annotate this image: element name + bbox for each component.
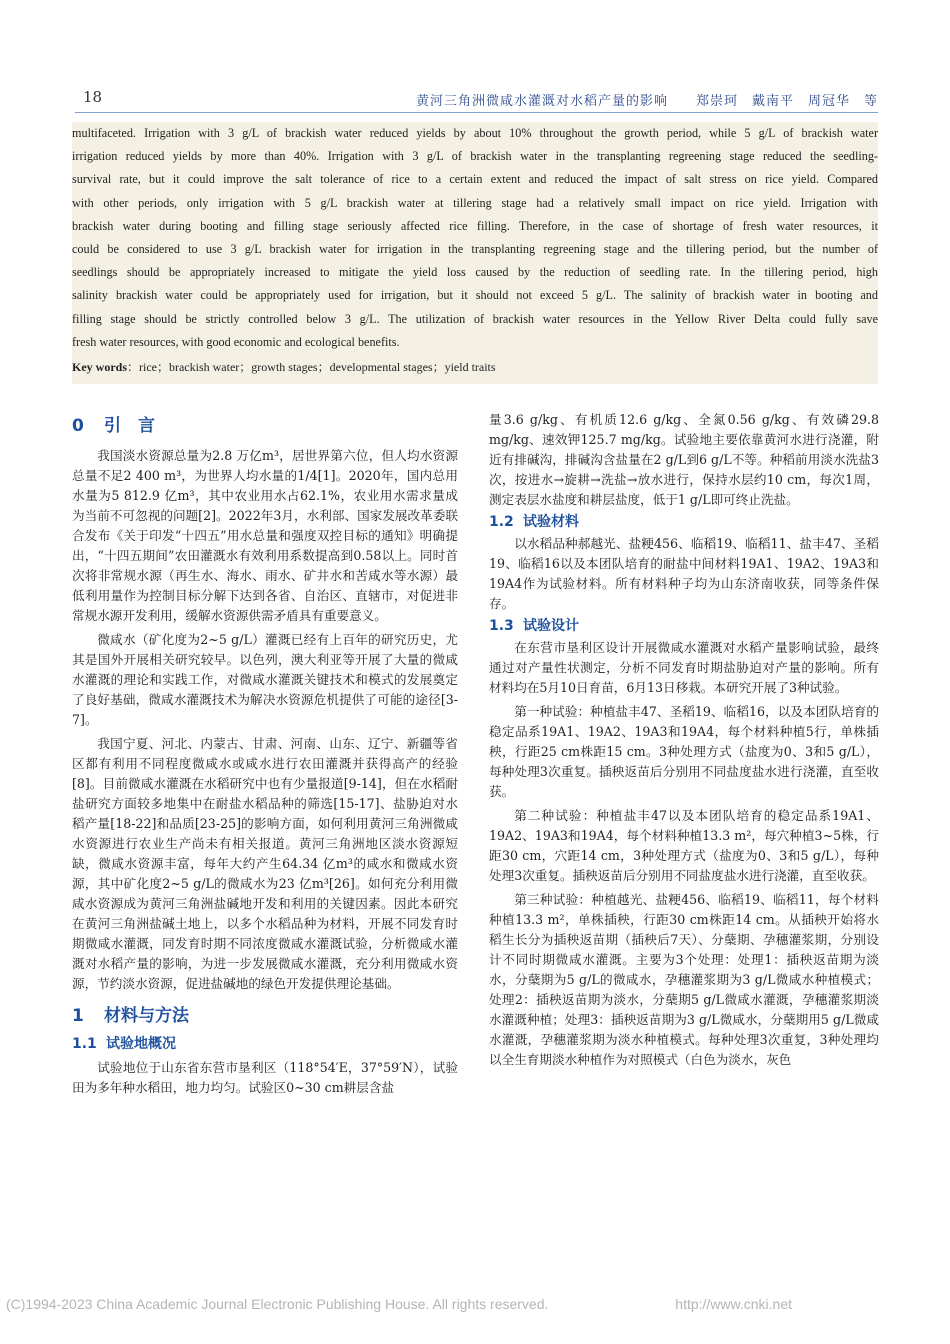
copyright-notice: (C)1994-2023 China Academic Journal Electronic Publishing House. All rights reserved.	[6, 1296, 549, 1312]
abstract-line: could be considered to use 3 g/L brackish water for irrigation in the transplanting regreening stage and the tillering period, but the number of	[72, 242, 878, 256]
header-rule	[75, 112, 878, 113]
abstract-line: with other periods, only irrigation with 5 g/L brackish water at tillering stage had a relatively small impact on rice yield. Irrigation with	[72, 196, 878, 210]
subsection-number: 1.1	[72, 1036, 97, 1052]
paragraph: 第一种试验：种植盐丰47、圣稻19、临稻16，以及本团队培育的稳定品系19A1、19A2、19A3和19A4，每个材料种植5行，单株插秧，行距25 cm株距15 cm。3种处理方式（盐度为0、3和5 g/L），每种处理3次重复。插秧返苗后分别用不同盐度盐水进行浇灌，直至收获。	[489, 704, 879, 799]
page-number: 18	[83, 88, 103, 106]
paragraph: 第二种试验：种植盐丰47以及本团队培育的稳定品系19A1、19A2、19A3和19A4，每个材料种植13.3 m²，每穴种植3~5株，行距30 cm，穴距14 cm，3种处理方式（盐度为0、3和5 g/L），每种处理3次重复。插秧返苗后分别用不同盐度盐水进行浇灌，直至收获。	[489, 808, 879, 883]
abstract-line: filling stage should be strictly controlled below 3 g/L. The utilization of brackish water resources in the Yellow River Delta could fully save	[72, 312, 878, 326]
abstract-line: irrigation reduced yields by more than 40%. Irrigation with 3 g/L of brackish water in the transplanting regreening stage reduced the seedling-	[72, 149, 878, 163]
section-title: 材料与方法	[104, 1006, 189, 1026]
abstract-box	[72, 122, 878, 384]
section-heading	[72, 1006, 458, 1026]
paragraph: 以水稻品种郝越光、盐粳456、临稻19、临稻11、盐丰47、圣稻19、临稻16以及本团队培育的耐盐中间材料19A1、19A2、19A3和19A4作为试验材料。所有材料种子均为山东济南收获，同等条件保存。	[489, 536, 879, 611]
paragraph: 我国宁夏、河北、内蒙古、甘肃、河南、山东、辽宁、新疆等省区都有利用不同程度微咸水或咸水进行农田灌溉并获得高产的经验[8]。目前微咸水灌溉在水稻研究中也有少量报道[9-14]，但在水稻耐盐研究方面较多地集中在耐盐水稻品种的筛选[15-17]、盐胁迫对水稻产量[18-22]和品质[23-25]的影响方面，如何利用黄河三角洲微咸水资源进行农业生产尚未有相关报道。黄河三角洲地区淡水资源短缺，微咸水资源丰富，每年大约产生64.34 亿m³的咸水和微咸水资源，其中矿化度2~5 g/L的微咸水为23 亿m³[26]。如何充分利用微咸水资源成为黄河三角洲盐碱地开发和利用的关键因素。因此本研究在黄河三角洲盐碱土地上，以多个水稻品种为材料，开展不同发育时期微咸水灌溉，同发育时期不同浓度微咸水灌溉试验，分析微咸水灌溉对水稻产量的影响，为进一步发展微咸水灌溉，充分利用微咸水资源，节约淡水资源，促进盐碱地的绿色开发提供理论基础。	[72, 736, 458, 991]
subsection-number: 1.3	[489, 618, 514, 634]
footer-url: http://www.cnki.net	[675, 1296, 792, 1312]
abstract-line: survival rate, but it could improve the salt tolerance of rice to a certain extent and reduced the impact of salt stress on rice yield. Compared	[72, 172, 878, 186]
paragraph: 试验地位于山东省东营市垦利区（118°54′E，37°59′N），试验田为多年种水稻田，地力均匀。试验区0~30 cm耕层含盐	[72, 1060, 458, 1095]
abstract-line: multifaceted. Irrigation with 3 g/L of brackish water reduced yields by about 10% throughout the growth period, while 5 g/L of brackish water	[72, 126, 878, 140]
paragraph: 第三种试验：种植越光、盐粳456、临稻19、临稻11，每个材料种植13.3 m²，单株插秧，行距30 cm株距14 cm。从插秧开始将水稻生长分为插秧返苗期（插秧后7天）、分蘖期、孕穗灌浆期，分别设计不同时期微咸水灌溉。主要为3个处理：处理1：插秧返苗期为淡水，分蘖期为5 g/L的微咸水，孕穗灌浆期为3 g/L微咸水种植模式；处理2：插秧返苗期为淡水，分蘖期5 g/L微咸水灌溉，孕穗灌浆期淡水灌溉种植；处理3：插秧返苗期为3 g/L微咸水，分蘖期用5 g/L微咸水灌溉，孕穗灌浆期为淡水种植模式。每种处理3次重复，3种处理均以全生育期淡水种植作为对照模式（白色为淡水，灰色	[489, 892, 879, 1067]
abstract-line: salinity brackish water could be appropriately used for irrigation, but it should not exceed 5 g/L. The salinity of brackish water in booting and	[72, 288, 878, 302]
page-header	[75, 88, 878, 110]
keywords-text: ：rice；brackish water；growth stages；developmental stages；yield traits	[127, 360, 496, 374]
paragraph-continued: 量3.6 g/kg、有机质12.6 g/kg、全氮0.56 g/kg、有效磷29.8 mg/kg、速效钾125.7 mg/kg。试验地主要依靠黄河水进行浇灌，附近有排碱沟，排碱沟含盐量在2 g/L到6 g/L不等。种稻前用淡水洗盐3次，按进水→旋耕→洗盐→放水进行，保持水层约10 cm，每次1周，测定表层水盐度和耕层盐度，低于1 g/L即可终止洗盐。	[489, 412, 879, 507]
section-number: 0	[72, 416, 84, 436]
page-footer	[0, 1296, 950, 1316]
keywords-line	[72, 358, 496, 375]
subsection-title: 试验设计	[523, 618, 579, 634]
subsection-title: 试验地概况	[106, 1036, 176, 1052]
subsection-number: 1.2	[489, 514, 514, 530]
section-heading	[72, 416, 458, 436]
running-title: 黄河三角洲微咸水灌溉对水稻产量的影响 郑崇珂 戴南平 周冠华 等	[415, 94, 878, 109]
abstract-line: brackish water during booting and filling stage seriously affected rice filling. Therefore, in the case of shortage of fresh water resources, it	[72, 219, 878, 233]
section-number: 1	[72, 1006, 84, 1026]
abstract-line: seedlings should be appropriately increased to mitigate the yield loss caused by the reduction of seedling rate. In the tillering period, high	[72, 265, 878, 279]
subsection-heading	[72, 1034, 458, 1054]
paragraph: 在东营市垦利区设计开展微咸水灌溉对水稻产量影响试验，最终通过对产量性状测定，分析不同发育时期盐胁迫对产量的影响。所有材料均在5月10日育苗，6月13日移栽。本研究开展了3种试验。	[489, 640, 879, 695]
left-column	[72, 410, 458, 1098]
paragraph: 我国淡水资源总量为2.8 万亿m³，居世界第六位，但人均水资源总量不足2 400 m³，为世界人均水量的1/4[1]。2020年，国内总用水量为5 812.9 亿m³，其中农业用水占62.1%，农业用水需求量成为当前不可忽视的问题[2]。2022年3月，水利部、国家发展改革委联合发布《关于印发“十四五”用水总量和强度双控目标的通知》明确提出，“十四五期间”农田灌溉水有效利用系数提高到0.58以上。同时首次将非常规水源（再生水、海水、雨水、矿井水和苦咸水等水源）最低利用量作为控制目标分解下达到各省、自治区、直辖市，对促进非常规水源开发利用，缓解水资源供需矛盾具有重要意义。	[72, 448, 458, 623]
subsection-title: 试验材料	[523, 514, 579, 530]
right-column	[489, 410, 879, 1070]
section-title: 引 言	[104, 416, 155, 436]
paragraph: 微咸水（矿化度为2~5 g/L）灌溉已经有上百年的研究历史，尤其是国外开展相关研究较早。以色列，澳大利亚等开展了大量的微咸水灌溉的理论和实践工作，对微咸水灌溉关键技术和模式的发展奠定了良好基础，微咸水灌溉技术为解决水资源危机提供了可能的途径[3-7]。	[72, 632, 458, 727]
subsection-heading	[489, 616, 879, 636]
abstract-line: fresh water resources, with good economic and ecological benefits.	[72, 335, 400, 349]
keywords-label: Key words	[72, 360, 127, 374]
subsection-heading	[489, 512, 879, 532]
